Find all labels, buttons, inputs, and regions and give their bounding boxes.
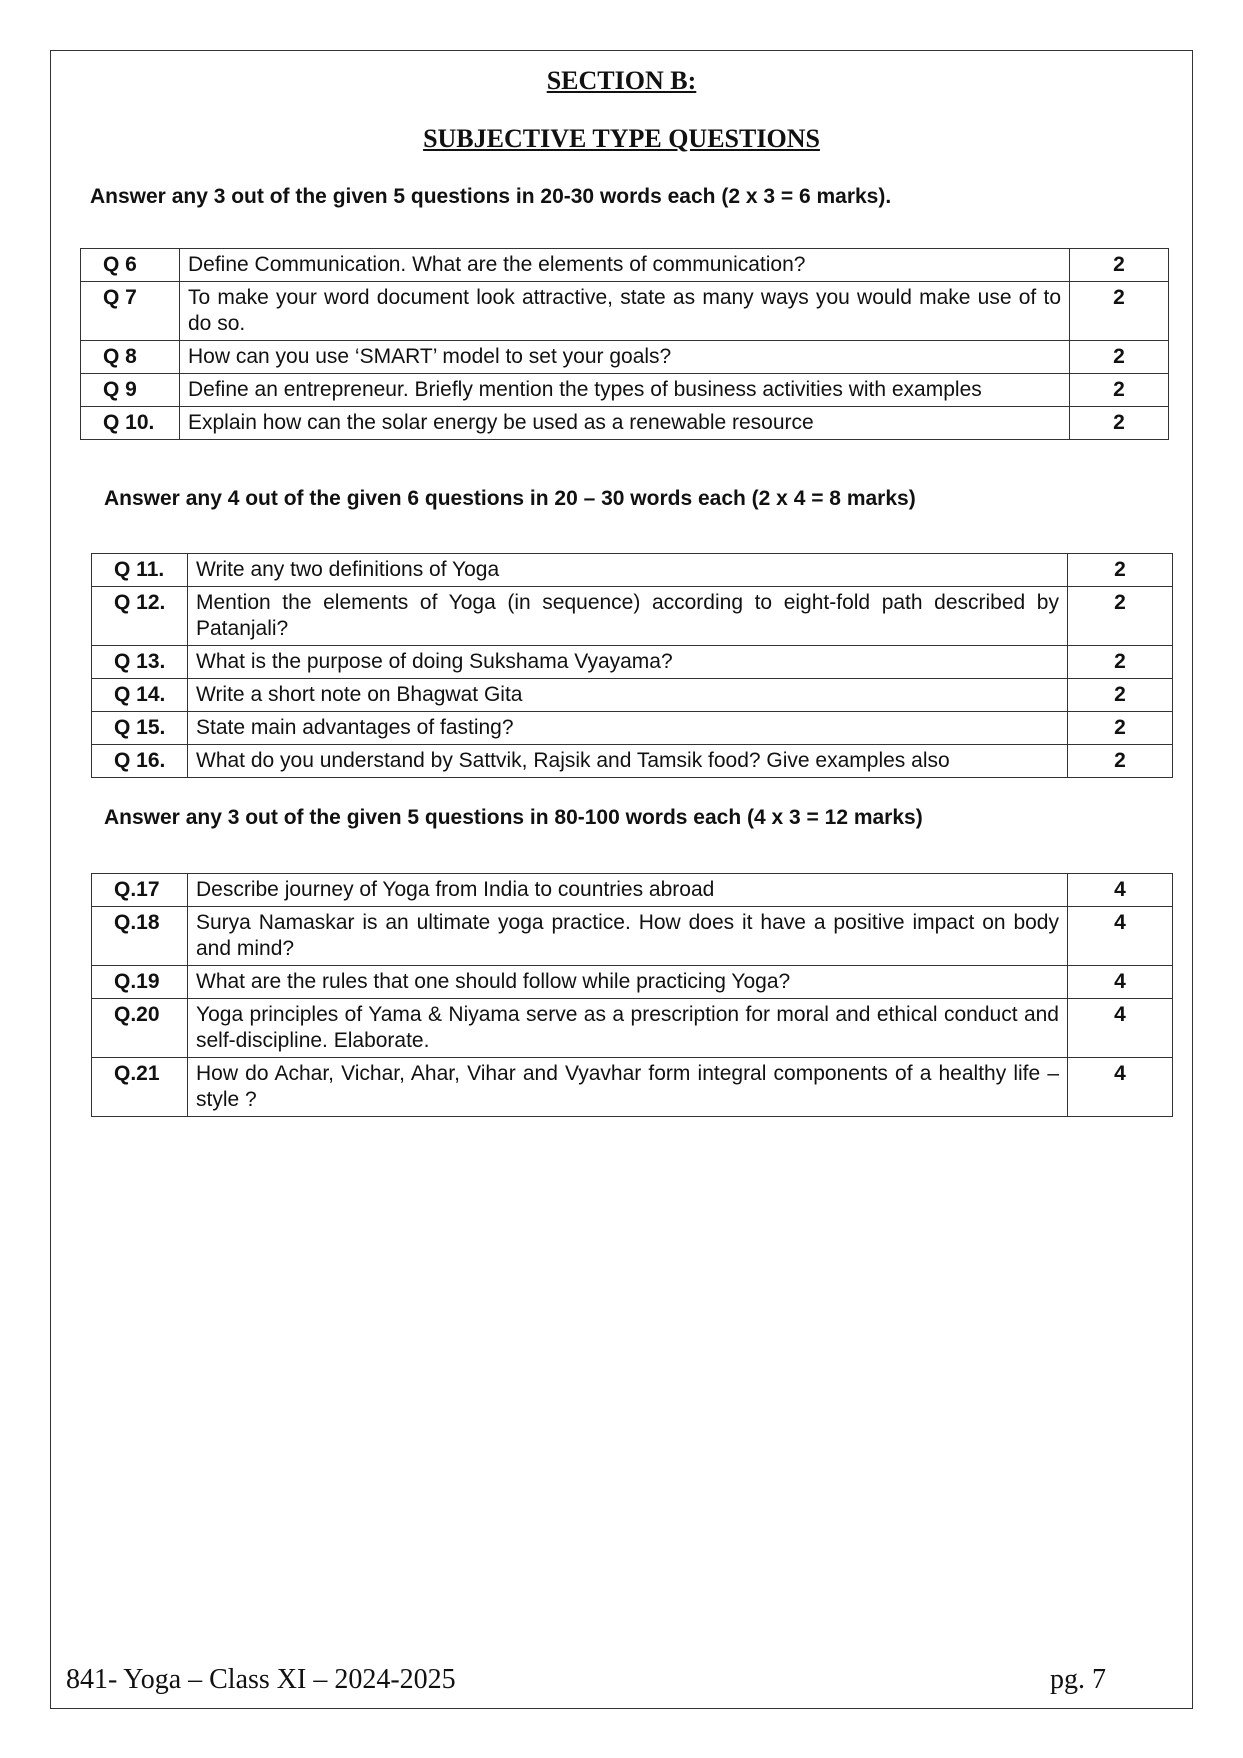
group2-question-table	[91, 553, 1173, 778]
question-marks: 2	[1070, 374, 1169, 407]
question-row	[92, 745, 1173, 778]
question-marks: 2	[1068, 745, 1173, 778]
question-marks: 2	[1070, 407, 1169, 440]
question-number: Q 8	[81, 341, 180, 374]
question-row	[92, 874, 1173, 907]
question-row	[92, 712, 1173, 745]
question-row	[92, 646, 1173, 679]
question-text: Yoga principles of Yama & Niyama serve as a prescription for moral and ethical conduct and self-discipline. Elaborate.	[188, 999, 1068, 1058]
question-text: Define an entrepreneur. Briefly mention the types of business activities with examples	[180, 374, 1070, 407]
question-text: Surya Namaskar is an ultimate yoga practice. How does it have a positive impact on body and mind?	[188, 907, 1068, 966]
question-text: What are the rules that one should follow while practicing Yoga?	[188, 966, 1068, 999]
group2-instruction: Answer any 4 out of the given 6 questions in 20 – 30 words each (2 x 4 = 8 marks)	[104, 487, 916, 510]
question-row	[81, 374, 1169, 407]
footer-course-label: 841- Yoga – Class XI – 2024-2025	[66, 1664, 456, 1695]
question-text: Write any two definitions of Yoga	[188, 554, 1068, 587]
question-marks: 4	[1068, 874, 1173, 907]
question-number: Q 14.	[92, 679, 188, 712]
question-marks: 2	[1068, 679, 1173, 712]
question-number: Q 7	[81, 282, 180, 341]
question-row	[81, 407, 1169, 440]
question-number: Q.17	[92, 874, 188, 907]
question-row	[92, 1058, 1173, 1117]
question-row	[92, 999, 1173, 1058]
question-number: Q 16.	[92, 745, 188, 778]
question-marks: 4	[1068, 966, 1173, 999]
question-number: Q 15.	[92, 712, 188, 745]
group1-instruction: Answer any 3 out of the given 5 questions in 20-30 words each (2 x 3 = 6 marks).	[90, 185, 892, 208]
question-marks: 2	[1068, 646, 1173, 679]
question-number: Q 6	[81, 249, 180, 282]
question-row	[81, 341, 1169, 374]
section-subtitle: SUBJECTIVE TYPE QUESTIONS	[423, 124, 820, 153]
question-number: Q 10.	[81, 407, 180, 440]
question-marks: 4	[1068, 1058, 1173, 1117]
question-text: To make your word document look attractive, state as many ways you would make use of to do so.	[180, 282, 1070, 341]
question-text: What do you understand by Sattvik, Rajsik and Tamsik food? Give examples also	[188, 745, 1068, 778]
question-number: Q.18	[92, 907, 188, 966]
question-row	[92, 966, 1173, 999]
question-text: Write a short note on Bhagwat Gita	[188, 679, 1068, 712]
question-text: Mention the elements of Yoga (in sequence) according to eight-fold path described by Patanjali?	[188, 587, 1068, 646]
group3-instruction: Answer any 3 out of the given 5 questions in 80-100 words each (4 x 3 = 12 marks)	[104, 806, 923, 829]
question-row	[81, 282, 1169, 341]
question-marks: 2	[1070, 282, 1169, 341]
group3-question-table	[91, 873, 1173, 1117]
question-text: Explain how can the solar energy be used as a renewable resource	[180, 407, 1070, 440]
question-marks: 2	[1068, 587, 1173, 646]
question-number: Q 12.	[92, 587, 188, 646]
question-marks: 4	[1068, 999, 1173, 1058]
question-text: How do Achar, Vichar, Ahar, Vihar and Vyavhar form integral components of a healthy life – style ?	[188, 1058, 1068, 1117]
question-marks: 2	[1068, 712, 1173, 745]
question-marks: 2	[1068, 554, 1173, 587]
footer-page-number: pg. 7	[1050, 1664, 1106, 1695]
question-marks: 2	[1070, 341, 1169, 374]
question-row	[92, 907, 1173, 966]
question-text: State main advantages of fasting?	[188, 712, 1068, 745]
question-text: Define Communication. What are the elements of communication?	[180, 249, 1070, 282]
question-row	[92, 587, 1173, 646]
question-text: How can you use ‘SMART’ model to set your goals?	[180, 341, 1070, 374]
question-number: Q 13.	[92, 646, 188, 679]
question-number: Q 9	[81, 374, 180, 407]
question-text: What is the purpose of doing Sukshama Vyayama?	[188, 646, 1068, 679]
section-title: SECTION B:	[546, 66, 697, 95]
question-number: Q 11.	[92, 554, 188, 587]
question-marks: 4	[1068, 907, 1173, 966]
question-number: Q.20	[92, 999, 188, 1058]
question-row	[92, 554, 1173, 587]
question-marks: 2	[1070, 249, 1169, 282]
question-row	[81, 249, 1169, 282]
group1-question-table	[80, 248, 1169, 440]
question-number: Q.21	[92, 1058, 188, 1117]
question-text: Describe journey of Yoga from India to countries abroad	[188, 874, 1068, 907]
question-number: Q.19	[92, 966, 188, 999]
question-row	[92, 679, 1173, 712]
